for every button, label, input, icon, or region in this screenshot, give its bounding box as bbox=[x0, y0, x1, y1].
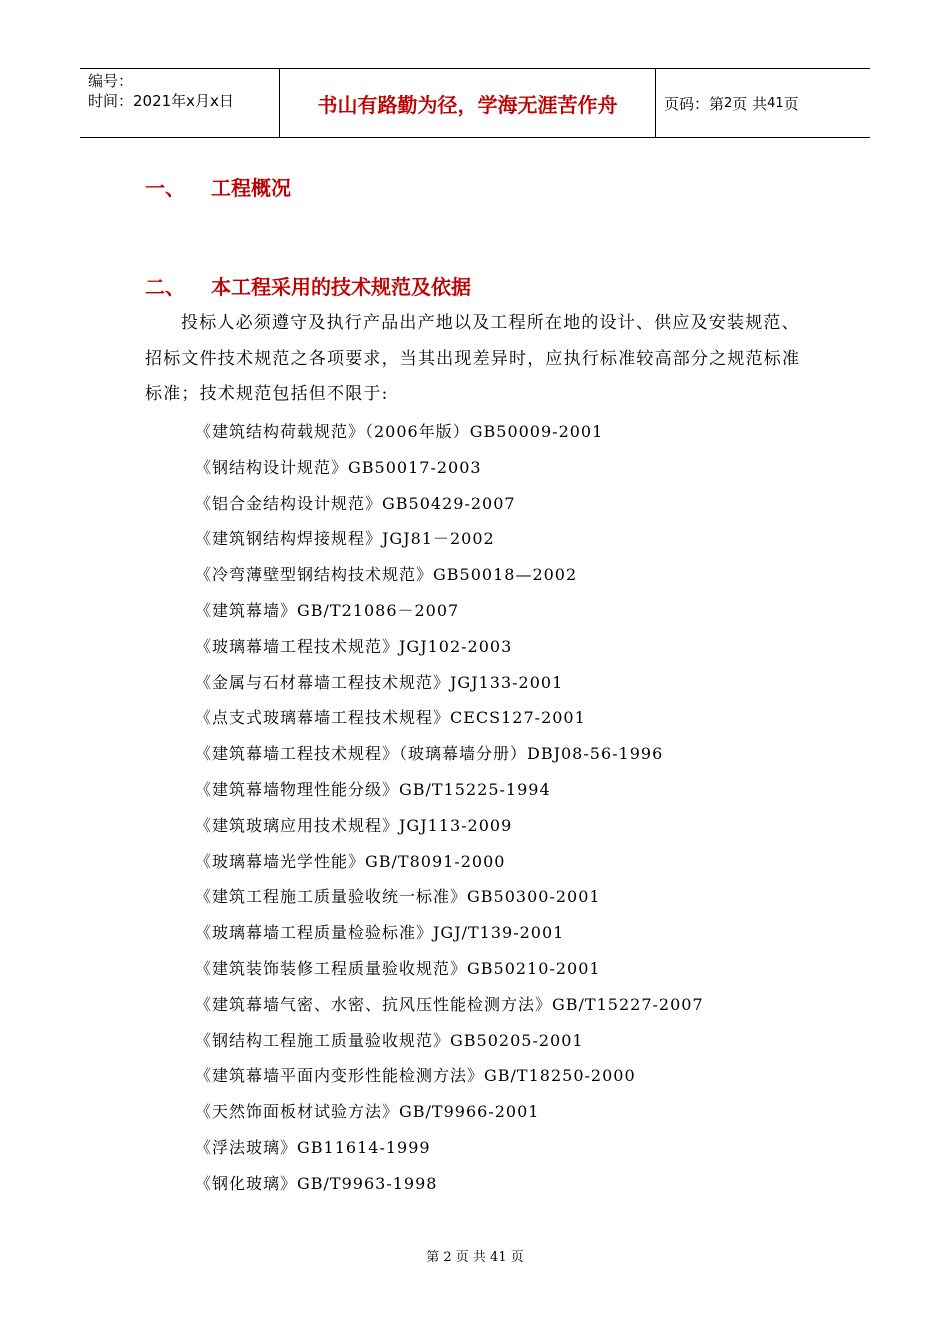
page-current: 2 bbox=[724, 95, 733, 111]
page-mid: 页 共 bbox=[732, 94, 768, 113]
section-heading-1 bbox=[145, 172, 291, 201]
section-number: 二、 bbox=[145, 275, 185, 299]
standard-item: 《金属与石材幕墙工程技术规范》JGJ133-2001 bbox=[195, 672, 564, 692]
header-page-info bbox=[656, 69, 870, 137]
standard-item: 《玻璃幕墙工程技术规范》JGJ102-2003 bbox=[195, 636, 513, 656]
standard-item: 《点支式玻璃幕墙工程技术规程》CECS127-2001 bbox=[195, 708, 586, 728]
standard-item: 《浮法玻璃》GB11614-1999 bbox=[195, 1137, 431, 1157]
standard-item: 《建筑装饰装修工程质量验收规范》GB50210-2001 bbox=[195, 958, 601, 978]
standard-item: 《建筑结构荷载规范》（2006年版）GB50009-2001 bbox=[195, 422, 604, 441]
page-prefix: 页码：第 bbox=[664, 94, 725, 113]
section-title: 工程概况 bbox=[211, 176, 291, 200]
intro-paragraph bbox=[145, 306, 815, 413]
standard-item: 《天然饰面板材试验方法》GB/T9966-2001 bbox=[195, 1102, 540, 1122]
page-total: 41 bbox=[767, 95, 784, 111]
section-number: 一、 bbox=[145, 176, 185, 200]
standard-item: 《冷弯薄壁型钢结构技术规范》GB50018—2002 bbox=[195, 565, 578, 585]
standards-list bbox=[195, 414, 704, 1202]
header-date: 时间：2021年x月x日 bbox=[88, 92, 234, 110]
section-title: 本工程采用的技术规范及依据 bbox=[211, 275, 471, 299]
page-footer: 第 2 页 共 41 页 bbox=[426, 1250, 524, 1265]
standard-item: 《建筑幕墙气密、水密、抗风压性能检测方法》GB/T15227-2007 bbox=[195, 994, 704, 1014]
standard-item: 《建筑钢结构焊接规程》JGJ81－2002 bbox=[195, 529, 495, 549]
intro-text: 投标人必须遵守及执行产品出产地以及工程所在地的设计、供应及安装规范、招标文件技术规范之各项要求，当其出现差异时，应执行标准较高部分之规范标准标准；技术规范包括但不限于: bbox=[145, 313, 801, 404]
header-motto: 书山有路勤为径，学海无涯苦作舟 bbox=[280, 69, 656, 137]
page-header bbox=[80, 68, 870, 138]
standard-item: 《建筑玻璃应用技术规程》JGJ113-2009 bbox=[195, 815, 513, 835]
standard-item: 《玻璃幕墙工程质量检验标准》JGJ/T139-2001 bbox=[195, 923, 565, 943]
standard-item: 《钢结构工程施工质量验收规范》GB50205-2001 bbox=[195, 1030, 584, 1050]
page-suffix: 页 bbox=[783, 94, 799, 113]
standard-item: 《建筑幕墙平面内变形性能检测方法》GB/T18250-2000 bbox=[195, 1066, 636, 1086]
header-meta bbox=[80, 69, 280, 137]
section-heading-2 bbox=[145, 271, 471, 300]
header-number-label: 编号： bbox=[88, 72, 134, 90]
standard-item: 《建筑工程施工质量验收统一标准》GB50300-2001 bbox=[195, 887, 601, 907]
standard-item: 《建筑幕墙》GB/T21086－2007 bbox=[195, 600, 460, 620]
standard-item: 《钢结构设计规范》GB50017-2003 bbox=[195, 457, 482, 477]
standard-item: 《建筑幕墙物理性能分级》GB/T15225-1994 bbox=[195, 779, 551, 799]
standard-item: 《玻璃幕墙光学性能》GB/T8091-2000 bbox=[195, 851, 506, 871]
standard-item: 《钢化玻璃》GB/T9963-1998 bbox=[195, 1173, 438, 1193]
standard-item: 《建筑幕墙工程技术规程》（玻璃幕墙分册）DBJ08-56-1996 bbox=[195, 744, 664, 764]
standard-item: 《铝合金结构设计规范》GB50429-2007 bbox=[195, 493, 516, 513]
